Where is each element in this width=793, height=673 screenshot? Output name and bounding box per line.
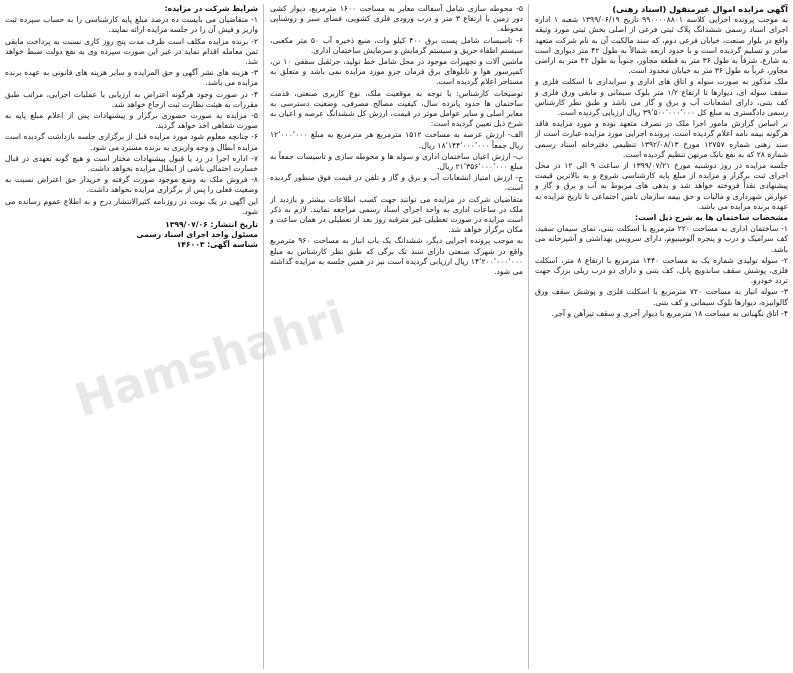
column-right	[535, 4, 788, 669]
paragraph: ۶- چنانچه معلوم شود مورد مزایده قبل از برگزاری جلسه بازداشت گردیده است مزایده ابطال و وجه واریزی به برنده مسترد می شود.	[5, 132, 258, 152]
paragraph: این آگهی در یک نوبت در روزنامه کثیرالانتشار درج و به اطلاع عموم رسانده می شود.	[5, 196, 258, 216]
paragraph: ۷- اداره اجرا در رد یا قبول پیشنهادات مختار است و هیچ گونه تعهدی در قبال خسارت احتمالی ناشی از ابطال مزایده نخواهد داشت.	[5, 153, 258, 174]
paragraph: ۶- تاسیسات شامل پست برق ۴۰۰ کیلو وات، منبع ذخیره آب ۵۰ متر مکعبی، سیستم اطفاء حریق و سیستم گرمایش و سرمایش ساختمان اداری.	[270, 35, 523, 55]
signature-office: مسئول واحد اجرای اسناد رسمی	[136, 230, 258, 240]
paragraph: بر اساس گزارش مامور اجرا ملک در تصرف متعهد بوده و مورد مزایده فاقد هرگونه بیمه نامه اعلام گردیده است. پرونده اجرایی مورد مزایده عبارت است از سند رهنی شماره ۱۲۷۵۷ مورخ ۱۳۹۲/۰۸/۱۳ تنظیمی دفترخانه اسناد رسمی شماره ۲۸ که به نفع بانک مرتهن تنظیم گردیده است.	[535, 119, 788, 159]
paragraph: به موجب پرونده اجرایی دیگر، ششدانگ یک باب انبار به مساحت ۹۶۰ مترمربع واقع در شهرک صنعتی دارای سند تک برگی که طبق نظر کارشناس به مبلغ ۱۴٬۲۰۰٬۰۰۰٬۰۰۰ ریال ارزیابی گردیده است نیز در همین جلسه به مزایده گذاشته می شود.	[270, 236, 523, 277]
paragraph-heading: مشخصات ساختمان ها به شرح ذیل است:	[635, 213, 788, 223]
paragraph: ۳- سوله انبار به مساحت ۷۲۰ مترمربع با اسکلت فلزی و پوشش سقف ورق گالوانیزه، دیوارها بلوک سیمانی و کف بتنی.	[535, 287, 788, 307]
paragraph: ۲- سوله تولیدی شماره یک به مساحت ۱۴۴۰ مترمربع با ارتفاع ۸ متر، اسکلت فلزی، پوشش سقف ساندویچ پانل، کف بتنی و دارای دو درب ریلی بزرگ جهت تردد خودرو.	[535, 255, 788, 286]
paragraph: توضیحات کارشناس: با توجه به موقعیت ملک، نوع کاربری صنعتی، قدمت ساختمان ها حدود پانزده سال، کیفیت مصالح مصرفی، وضعیت دسترسی به معابر اصلی و سایر عوامل موثر در قیمت، ارزش کل ششدانگ عرصه و اعیان به شرح ذیل تعیین گردیده است:	[270, 88, 523, 129]
paragraph: ۱- متقاضیان می بایست ده درصد مبلغ پایه کارشناسی را به حساب سپرده ثبت واریز و فیش آن را در جلسه مزایده ارائه نمایند.	[5, 15, 258, 35]
watermark-logo: Hamshahri	[68, 289, 352, 428]
notice-id: شناسه آگهی: ۱۴۶۰۰۳	[176, 240, 258, 250]
paragraph: جلسه مزایده در روز دوشنبه مورخ ۱۳۹۹/۰۷/۲۱ از ساعت ۹ الی ۱۲ در محل اجرای ثبت برگزار و مزایده از مبلغ پایه کارشناسی شروع و به بالاترین قیمت پیشنهادی نقداً فروخته خواهد شد و بدهی های مربوط به آب و برق و گاز و عوارض شهرداری و مالیات و حق بیمه سازمان تامین اجتماعی تا تاریخ مزایده به عهده برنده مزایده می باشد.	[535, 161, 788, 211]
paragraph: ماشین آلات و تجهیزات موجود در محل شامل خط تولید، جرثقیل سقفی ۱۰ تن، کمپرسور هوا و تابلوهای برق فرمان جزو مورد مزایده نمی باشد و متعلق به مستاجر اعلام گردیده است.	[270, 57, 523, 87]
paragraph: ب- ارزش اعیان ساختمان اداری و سوله ها و محوطه سازی و تاسیسات جمعاً به مبلغ ۲۱٬۳۵۶٬۰۰۰٬۰۰۰ ریال.	[270, 151, 523, 172]
paragraph: ۲- برنده مزایده مکلف است ظرف مدت پنج روز کاری نسبت به پرداخت مابقی ثمن معامله اقدام نماید در غیر این صورت سپرده وی به نفع دولت ضبط خواهد شد.	[5, 36, 258, 67]
paragraph: ۴- اتاق نگهبانی به مساحت ۱۸ مترمربع با دیوار آجری و سقف تیرآهن و آجر.	[551, 308, 788, 318]
notice-footer	[5, 220, 258, 251]
paragraph: ملک مذکور به صورت سوله و اتاق های اداری و سرایداری با اسکلت فلزی و سقف سوله ای، دیوارها تا ارتفاع ۱/۲ متر بلوک سیمانی و مابقی ورق فلزی و کف بتنی، دارای انشعابات آب و برق و گاز می باشد و طبق نظر کارشناس رسمی دادگستری به مبلغ کل ۳۹٬۵۰۰٬۰۰۰٬۰۰۰ ریال ارزیابی گردیده است.	[535, 77, 788, 118]
paragraph: الف- ارزش عرصه به مساحت ۱۵۱۲ مترمربع هر مترمربع به مبلغ ۱۲٬۰۰۰٬۰۰۰ ریال جمعاً ۱۸٬۱۴۴٬۰۰۰٬۰۰۰ ریال.	[270, 130, 524, 150]
paragraph: به موجب پرونده اجرایی کلاسه ۹۹۰۰۰۰۸۸۰۱ تاریخ ۱۳۹۹/۰۶/۱۹ شعبه ۱ اداره اجرای اسناد رسمی ششدانگ پلاک ثبتی فرعی از اصلی بخش ثبتی مورد وثیقه واقع در بلوار صنعت، خیابان فرعی دوم، که سند مالکیت آن به نام شرکت متعهد صادر و تسلیم گردیده است و با حدود اربعه شمالاً به طول ۴۲ متر دیواری است به شارع، شرقاً به طول ۳۶ متر به قطعه مجاور، جنوباً به طول ۴۲ متر به اراضی مجاور، غرباً به طول ۳۶ متر به خیابان محدود است.	[535, 15, 788, 76]
paragraph: متقاضیان شرکت در مزایده می توانند جهت کسب اطلاعات بیشتر و بازدید از ملک در ساعات اداری به واحد اجرای اسناد رسمی مراجعه نمایند. لازم به ذکر است مزایده در صورت تعطیلی غیر مترقبه روز بعد از تعطیلی در همان ساعت و مکان برگزار خواهد شد.	[270, 194, 523, 235]
paragraph: ۳- هزینه های نشر آگهی و حق المزایده و سایر هزینه های قانونی به عهده برنده مزایده می باشد.	[5, 68, 258, 88]
column-middle	[270, 4, 529, 669]
publish-date: تاریخ انتشار: ۱۳۹۹/۰۷/۰۶	[165, 220, 258, 230]
paragraph: ۵- محوطه سازی شامل آسفالت معابر به مساحت ۱۶۰۰ مترمربع، دیوار کشی دور زمین با ارتفاع ۳ متر و درب ورودی فلزی کشویی، فضای سبز و روشنایی محوطه.	[270, 4, 523, 34]
paragraph: ۵- مزایده به صورت حضوری برگزار و پیشنهادات پس از اعلام مبلغ پایه به صورت شفاهی اخذ خواهد گردید.	[5, 111, 258, 131]
paragraph: ج- ارزش امتیاز انشعابات آب و برق و گاز و تلفن در قیمت فوق منظور گردیده است.	[270, 173, 523, 193]
notice-title: آگهی مزایده اموال غیرمنقول (اسناد رهنی)	[612, 4, 788, 14]
paragraph: ۸- فروش ملک به وضع موجود صورت گرفته و خریدار حق اعتراض نسبت به وضعیت فعلی را پس از برگزاری مزایده نخواهد داشت.	[5, 175, 258, 195]
column-left	[5, 4, 264, 669]
paragraph: ۱- ساختمان اداری به مساحت ۲۲۰ مترمربع با اسکلت بتنی، نمای سیمان سفید، کف سرامیک و درب و پنجره آلومینیوم، دارای سرویس بهداشتی و آشپزخانه می باشد.	[535, 224, 788, 254]
paragraph-heading: شرایط شرکت در مزایده:	[164, 4, 258, 13]
paragraph: ۴- در صورت وجود هرگونه اعتراض به ارزیابی یا عملیات اجرایی، مراتب طبق مقررات به هیئت نظارت ثبت ارجاع خواهد شد.	[5, 89, 258, 109]
